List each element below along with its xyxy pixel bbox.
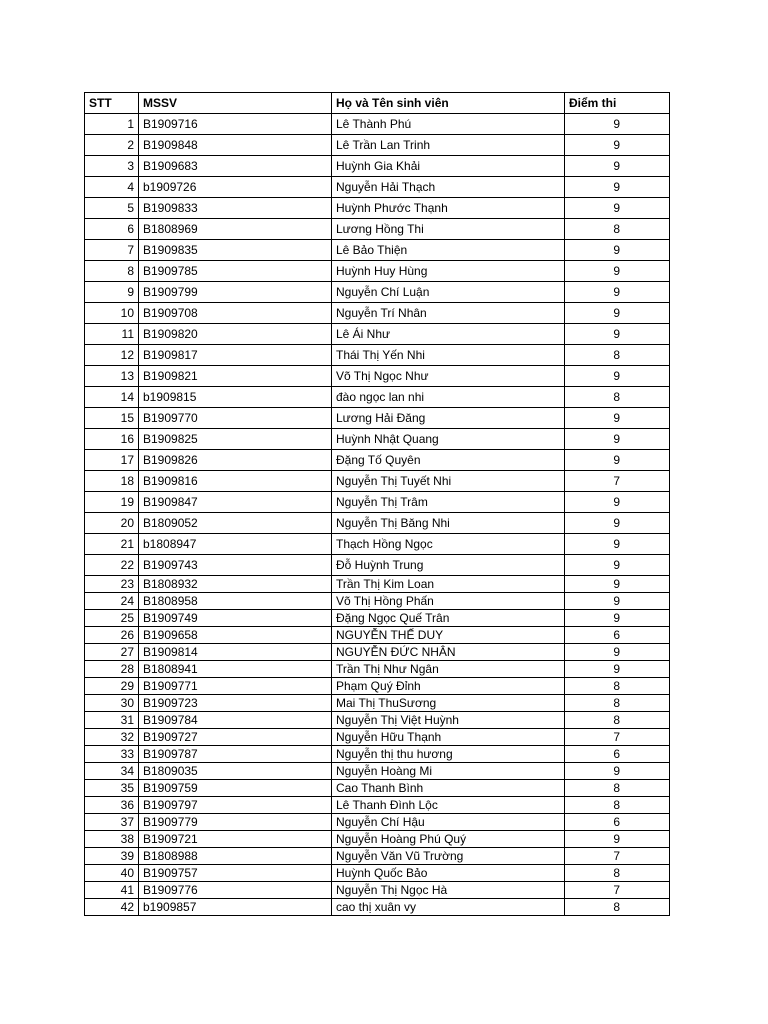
cell-student-name: Lê Thanh Đình Lộc [332,797,565,814]
cell-stt: 3 [85,156,139,177]
cell-mssv: B1808958 [139,593,332,610]
table-row [85,865,670,882]
cell-mssv: B1809035 [139,763,332,780]
cell-student-name: Nguyễn Hoàng Mi [332,763,565,780]
cell-mssv: B1909826 [139,450,332,471]
cell-mssv: B1909833 [139,198,332,219]
student-score-table [84,92,670,916]
table-row [85,219,670,240]
cell-stt: 10 [85,303,139,324]
cell-student-name: Lê Ái Như [332,324,565,345]
cell-score: 9 [565,492,670,513]
cell-student-name: Nguyễn Chí Luận [332,282,565,303]
cell-score: 9 [565,429,670,450]
table-header [85,93,670,114]
cell-stt: 15 [85,408,139,429]
cell-score: 9 [565,763,670,780]
cell-mssv: B1909721 [139,831,332,848]
cell-stt: 11 [85,324,139,345]
cell-score: 9 [565,324,670,345]
cell-student-name: Nguyễn Trí Nhân [332,303,565,324]
cell-student-name: Cao Thanh Bình [332,780,565,797]
cell-score: 9 [565,114,670,135]
cell-stt: 12 [85,345,139,366]
cell-stt: 27 [85,644,139,661]
table-row [85,899,670,916]
table-row [85,644,670,661]
cell-mssv: B1909821 [139,366,332,387]
table-row [85,746,670,763]
table-row [85,429,670,450]
table-row [85,387,670,408]
cell-score: 9 [565,831,670,848]
cell-stt: 31 [85,712,139,729]
table-row [85,848,670,865]
table-row [85,695,670,712]
cell-mssv: B1909708 [139,303,332,324]
cell-stt: 5 [85,198,139,219]
cell-stt: 6 [85,219,139,240]
table-row [85,661,670,678]
table-row [85,610,670,627]
cell-mssv: B1909835 [139,240,332,261]
table-row [85,763,670,780]
cell-stt: 40 [85,865,139,882]
table-row [85,627,670,644]
cell-score: 6 [565,627,670,644]
cell-score: 9 [565,450,670,471]
table-row [85,408,670,429]
cell-student-name: Huỳnh Quốc Bảo [332,865,565,882]
cell-mssv: B1808932 [139,576,332,593]
table-row [85,450,670,471]
cell-score: 6 [565,814,670,831]
cell-student-name: Lương Hồng Thi [332,219,565,240]
cell-stt: 39 [85,848,139,865]
cell-score: 8 [565,780,670,797]
cell-stt: 2 [85,135,139,156]
cell-mssv: B1909743 [139,555,332,576]
cell-stt: 29 [85,678,139,695]
cell-stt: 26 [85,627,139,644]
cell-student-name: Võ Thị Ngọc Như [332,366,565,387]
cell-score: 6 [565,746,670,763]
cell-student-name: NGUYỄN THẾ DUY [332,627,565,644]
cell-mssv: B1909723 [139,695,332,712]
header-stt: STT [85,93,139,114]
cell-student-name: Trần Thị Như Ngân [332,661,565,678]
cell-student-name: Nguyễn Thị Băng Nhi [332,513,565,534]
cell-mssv: B1909771 [139,678,332,695]
cell-student-name: Nguyễn Thị Trâm [332,492,565,513]
cell-score: 9 [565,240,670,261]
cell-stt: 4 [85,177,139,198]
table-row [85,303,670,324]
table-row [85,135,670,156]
cell-stt: 42 [85,899,139,916]
cell-student-name: Lê Bảo Thiện [332,240,565,261]
cell-student-name: Trần Thị Kim Loan [332,576,565,593]
cell-score: 9 [565,261,670,282]
cell-stt: 37 [85,814,139,831]
cell-student-name: Nguyễn Hải Thạch [332,177,565,198]
table-row [85,114,670,135]
cell-mssv: B1909817 [139,345,332,366]
cell-student-name: Lê Thành Phú [332,114,565,135]
cell-student-name: Lương Hải Đăng [332,408,565,429]
cell-score: 9 [565,513,670,534]
cell-score: 9 [565,408,670,429]
cell-student-name: Lê Trần Lan Trinh [332,135,565,156]
cell-mssv: B1909716 [139,114,332,135]
cell-mssv: B1909816 [139,471,332,492]
cell-student-name: Nguyễn Thị Việt Huỳnh [332,712,565,729]
cell-mssv: B1808988 [139,848,332,865]
cell-stt: 35 [85,780,139,797]
table-row [85,797,670,814]
cell-mssv: B1909848 [139,135,332,156]
cell-mssv: B1909814 [139,644,332,661]
table-row [85,593,670,610]
cell-stt: 13 [85,366,139,387]
cell-mssv: B1909759 [139,780,332,797]
cell-student-name: Nguyễn Thị Tuyết Nhi [332,471,565,492]
cell-score: 7 [565,471,670,492]
cell-student-name: Nguyễn Hữu Thạnh [332,729,565,746]
cell-stt: 14 [85,387,139,408]
cell-student-name: Đỗ Huỳnh Trung [332,555,565,576]
cell-stt: 21 [85,534,139,555]
cell-stt: 9 [85,282,139,303]
cell-score: 9 [565,156,670,177]
table-row [85,831,670,848]
cell-score: 9 [565,198,670,219]
cell-stt: 32 [85,729,139,746]
table-row [85,513,670,534]
cell-stt: 30 [85,695,139,712]
cell-mssv: B1909776 [139,882,332,899]
table-row [85,780,670,797]
cell-mssv: B1909779 [139,814,332,831]
cell-mssv: B1808941 [139,661,332,678]
cell-score: 9 [565,661,670,678]
table-row [85,534,670,555]
cell-score: 8 [565,712,670,729]
cell-score: 8 [565,345,670,366]
cell-stt: 28 [85,661,139,678]
cell-stt: 8 [85,261,139,282]
cell-student-name: Nguyễn Văn Vũ Trường [332,848,565,865]
cell-score: 9 [565,135,670,156]
table-row [85,555,670,576]
header-mssv: MSSV [139,93,332,114]
table-row [85,240,670,261]
cell-score: 9 [565,534,670,555]
cell-stt: 16 [85,429,139,450]
cell-mssv: b1909726 [139,177,332,198]
table-row [85,678,670,695]
cell-score: 7 [565,882,670,899]
table-row [85,345,670,366]
cell-stt: 41 [85,882,139,899]
cell-student-name: Huỳnh Phước Thạnh [332,198,565,219]
cell-score: 9 [565,177,670,198]
cell-student-name: Mai Thị ThuSương [332,695,565,712]
cell-student-name: Huỳnh Nhật Quang [332,429,565,450]
cell-student-name: Nguyễn Thị Ngọc Hà [332,882,565,899]
cell-mssv: B1909749 [139,610,332,627]
cell-stt: 22 [85,555,139,576]
cell-student-name: Nguyễn Hoàng Phú Quý [332,831,565,848]
cell-student-name: Nguyễn thị thu hương [332,746,565,763]
cell-stt: 20 [85,513,139,534]
cell-mssv: B1909820 [139,324,332,345]
table-row [85,261,670,282]
cell-score: 9 [565,576,670,593]
cell-stt: 23 [85,576,139,593]
cell-stt: 18 [85,471,139,492]
cell-student-name: NGUYỄN ĐỨC NHÂN [332,644,565,661]
cell-mssv: B1909797 [139,797,332,814]
cell-mssv: B1809052 [139,513,332,534]
table-row [85,471,670,492]
table-row [85,492,670,513]
cell-student-name: Thạch Hồng Ngọc [332,534,565,555]
cell-mssv: B1909658 [139,627,332,644]
table-row [85,324,670,345]
cell-stt: 36 [85,797,139,814]
cell-student-name: Võ Thị Hồng Phấn [332,593,565,610]
cell-stt: 19 [85,492,139,513]
cell-score: 9 [565,282,670,303]
cell-stt: 25 [85,610,139,627]
cell-mssv: B1909825 [139,429,332,450]
cell-stt: 17 [85,450,139,471]
cell-mssv: B1909847 [139,492,332,513]
cell-score: 7 [565,729,670,746]
cell-student-name: Đặng Tố Quyên [332,450,565,471]
table-row [85,177,670,198]
cell-stt: 34 [85,763,139,780]
cell-score: 8 [565,865,670,882]
cell-score: 9 [565,366,670,387]
cell-mssv: B1909683 [139,156,332,177]
table-row [85,712,670,729]
cell-mssv: B1909770 [139,408,332,429]
cell-stt: 7 [85,240,139,261]
cell-mssv: B1909757 [139,865,332,882]
cell-student-name: Phạm Quý Đỉnh [332,678,565,695]
table-row [85,198,670,219]
cell-score: 9 [565,644,670,661]
cell-mssv: B1909785 [139,261,332,282]
cell-score: 8 [565,387,670,408]
cell-stt: 24 [85,593,139,610]
table-row [85,366,670,387]
table-row [85,814,670,831]
cell-score: 8 [565,695,670,712]
cell-score: 9 [565,610,670,627]
cell-score: 7 [565,848,670,865]
cell-score: 9 [565,303,670,324]
cell-mssv: B1909784 [139,712,332,729]
cell-stt: 33 [85,746,139,763]
table-row [85,882,670,899]
cell-score: 9 [565,555,670,576]
cell-student-name: Đặng Ngọc Quế Trân [332,610,565,627]
cell-student-name: đào ngọc lan nhi [332,387,565,408]
cell-mssv: b1909857 [139,899,332,916]
cell-stt: 38 [85,831,139,848]
table-row [85,282,670,303]
cell-student-name: Huỳnh Gia Khải [332,156,565,177]
cell-student-name: Thái Thị Yến Nhi [332,345,565,366]
cell-mssv: B1808969 [139,219,332,240]
table-row [85,576,670,593]
cell-score: 8 [565,678,670,695]
table-row [85,729,670,746]
header-score: Điểm thi [565,93,670,114]
cell-score: 9 [565,593,670,610]
cell-mssv: B1909799 [139,282,332,303]
header-name: Họ và Tên sinh viên [332,93,565,114]
header-row [85,93,670,114]
cell-student-name: cao thị xuân vy [332,899,565,916]
cell-mssv: b1808947 [139,534,332,555]
cell-score: 8 [565,219,670,240]
cell-stt: 1 [85,114,139,135]
cell-score: 8 [565,797,670,814]
table-body [85,114,670,916]
cell-mssv: B1909727 [139,729,332,746]
cell-score: 8 [565,899,670,916]
cell-student-name: Nguyễn Chí Hậu [332,814,565,831]
cell-mssv: B1909787 [139,746,332,763]
cell-student-name: Huỳnh Huy Hùng [332,261,565,282]
cell-mssv: b1909815 [139,387,332,408]
table-row [85,156,670,177]
